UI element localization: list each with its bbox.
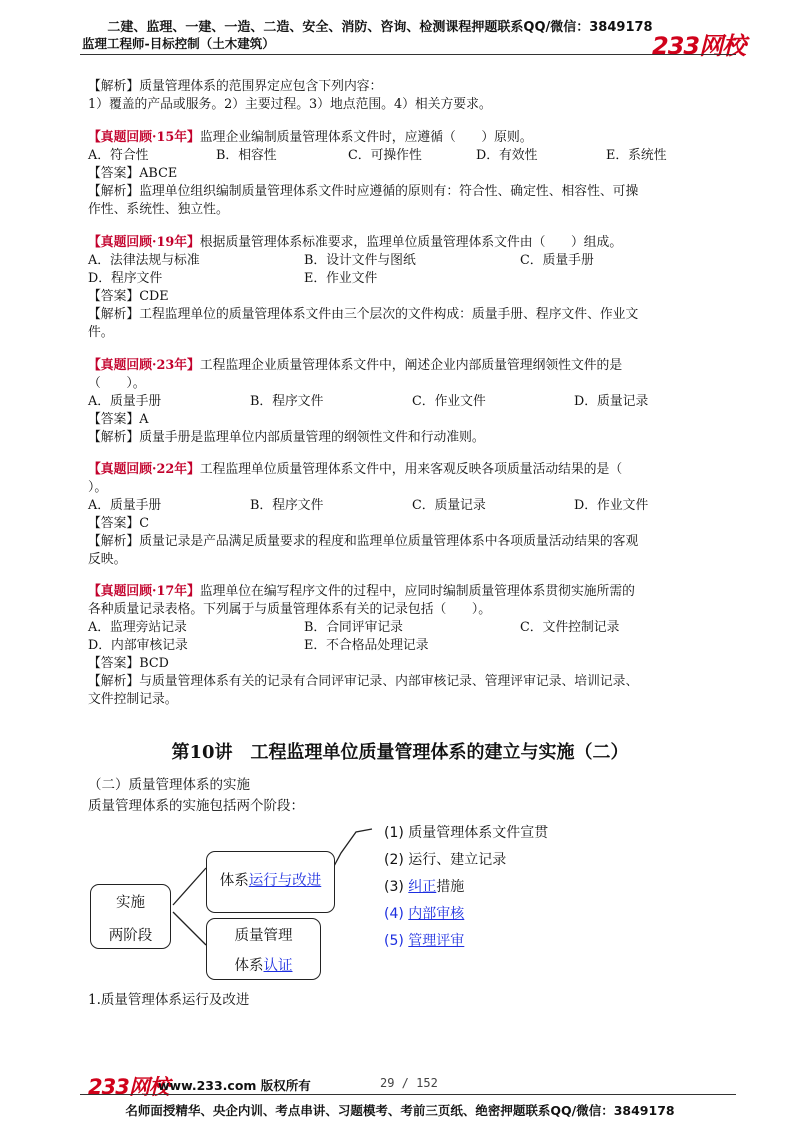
- answer-text: 【答案】ABCE: [88, 166, 178, 181]
- analysis-text: 【解析】质量手册是监理单位内部质量管理的纲领性文件和行动准则。: [88, 430, 485, 445]
- option: D．程序文件: [88, 271, 163, 286]
- option: D．作业文件: [574, 498, 649, 513]
- question-tag: 【真题回顾·17年】: [88, 584, 200, 599]
- option: C．文件控制记录: [520, 620, 620, 635]
- question-stem-cont: ）。: [88, 480, 108, 495]
- diagram-list-item: (1) 质量管理体系文件宣贯: [384, 825, 549, 841]
- option: D．质量记录: [574, 394, 649, 409]
- analysis-text: 【解析】质量管理体系的范围界定应包含下列内容：: [88, 79, 383, 94]
- question-stem-cont: （ ）。: [88, 376, 146, 391]
- option: A．监理旁站记录: [88, 620, 187, 635]
- diagram-node-operation: 体系运行与改进: [206, 851, 335, 913]
- option: B．程序文件: [250, 498, 324, 513]
- option: E．系统性: [606, 148, 667, 163]
- option: B．程序文件: [250, 394, 324, 409]
- question-stem: 【真题回顾·23年】工程监理企业质量管理体系文件中，阐述企业内部质量管理纲领性文件的是: [88, 358, 623, 373]
- answer-text: 【答案】BCD: [88, 656, 169, 671]
- section-intro: 质量管理体系的实施包括两个阶段：: [88, 798, 304, 814]
- analysis-text: 反映。: [88, 552, 127, 567]
- diagram-list-item: (2) 运行、建立记录: [384, 852, 507, 868]
- header-top-line: 二建、监理、一建、一造、二造、安全、消防、咨询、检测课程押题联系QQ/微信：3849178: [107, 20, 653, 35]
- question-stem: 【真题回顾·19年】根据质量管理体系标准要求，监理单位质量管理体系文件由（ ）组成。: [88, 235, 623, 250]
- option: A．法律法规与标准: [88, 253, 200, 268]
- option: D．内部审核记录: [88, 638, 188, 653]
- option: A．质量手册: [88, 394, 162, 409]
- answer-text: 【答案】CDE: [88, 289, 169, 304]
- question-tag: 【真题回顾·15年】: [88, 130, 200, 145]
- page-number: 29 / 152: [380, 1076, 438, 1090]
- header-subtitle: 监理工程师-目标控制（土木建筑）: [82, 36, 275, 51]
- option: D．有效性: [476, 148, 538, 163]
- option: E．不合格品处理记录: [304, 638, 429, 653]
- analysis-text: 文件控制记录。: [88, 692, 178, 707]
- question-stem: 【真题回顾·15年】监理企业编制质量管理体系文件时，应遵循（ ）原则。: [88, 130, 533, 145]
- question-stem: 【真题回顾·17年】监理单位在编写程序文件的过程中，应同时编制质量管理体系贯彻实施所需的: [88, 584, 635, 599]
- diagram-node-certification: 质量管理 体系认证: [206, 918, 321, 980]
- question-tag: 【真题回顾·22年】: [88, 462, 200, 477]
- footer-logo: 233网校: [88, 1075, 169, 1099]
- option: A．质量手册: [88, 498, 162, 513]
- analysis-text: 【解析】质量记录是产品满足质量要求的程度和监理单位质量管理体系中各项质量活动结果的客观: [88, 534, 639, 549]
- option: B．相容性: [216, 148, 277, 163]
- question-stem-cont: 各种质量记录表格。下列属于与质量管理体系有关的记录包括（ ）。: [88, 602, 492, 617]
- question-tag: 【真题回顾·23年】: [88, 358, 200, 373]
- footer-site: www.233.com 版权所有: [158, 1078, 311, 1093]
- question-tag: 【真题回顾·19年】: [88, 235, 200, 250]
- option: C．作业文件: [412, 394, 486, 409]
- option: C．质量记录: [412, 498, 486, 513]
- option: B．设计文件与图纸: [304, 253, 416, 268]
- question-stem: 【真题回顾·22年】工程监理单位质量管理体系文件中，用来客观反映各项质量活动结果的是（: [88, 462, 623, 477]
- subsection-heading: （二）质量管理体系的实施: [88, 777, 250, 793]
- analysis-text: 作性、系统性、独立性。: [88, 202, 229, 217]
- section-title: 第10讲 工程监理单位质量管理体系的建立与实施（二）: [171, 742, 629, 763]
- option: A．符合性: [88, 148, 149, 163]
- option: B．合同评审记录: [304, 620, 403, 635]
- footer-bottom-line: 名师面授精华、央企内训、考点串讲、习题模考、考前三页纸、绝密押题联系QQ/微信：3849178: [125, 1103, 675, 1118]
- answer-text: 【答案】C: [88, 516, 149, 531]
- brand-logo: 233网校: [652, 32, 746, 60]
- analysis-text: 【解析】与质量管理体系有关的记录有合同评审记录、内部审核记录、管理评审记录、培训记录、: [88, 674, 639, 689]
- option: C．可操作性: [348, 148, 422, 163]
- option: E．作业文件: [304, 271, 378, 286]
- diagram-list-item: (4) 内部审核: [384, 906, 465, 922]
- subsection-item: 1.质量管理体系运行及改进: [88, 992, 250, 1008]
- diagram-root-node: 实施 两阶段: [90, 884, 171, 949]
- analysis-text: 【解析】工程监理单位的质量管理体系文件由三个层次的文件构成：质量手册、程序文件、作业文: [88, 307, 639, 322]
- diagram-list-item: (3) 纠正措施: [384, 879, 465, 895]
- analysis-text: 件。: [88, 325, 114, 340]
- footer-divider: [80, 1094, 736, 1095]
- answer-text: 【答案】A: [88, 412, 149, 427]
- diagram-list-item: (5) 管理评审: [384, 933, 465, 949]
- option: C．质量手册: [520, 253, 594, 268]
- analysis-text: 1）覆盖的产品或服务。2）主要过程。3）地点范围。4）相关方要求。: [88, 97, 492, 112]
- analysis-text: 【解析】监理单位组织编制质量管理体系文件时应遵循的原则有：符合性、确定性、相容性、可操: [88, 184, 639, 199]
